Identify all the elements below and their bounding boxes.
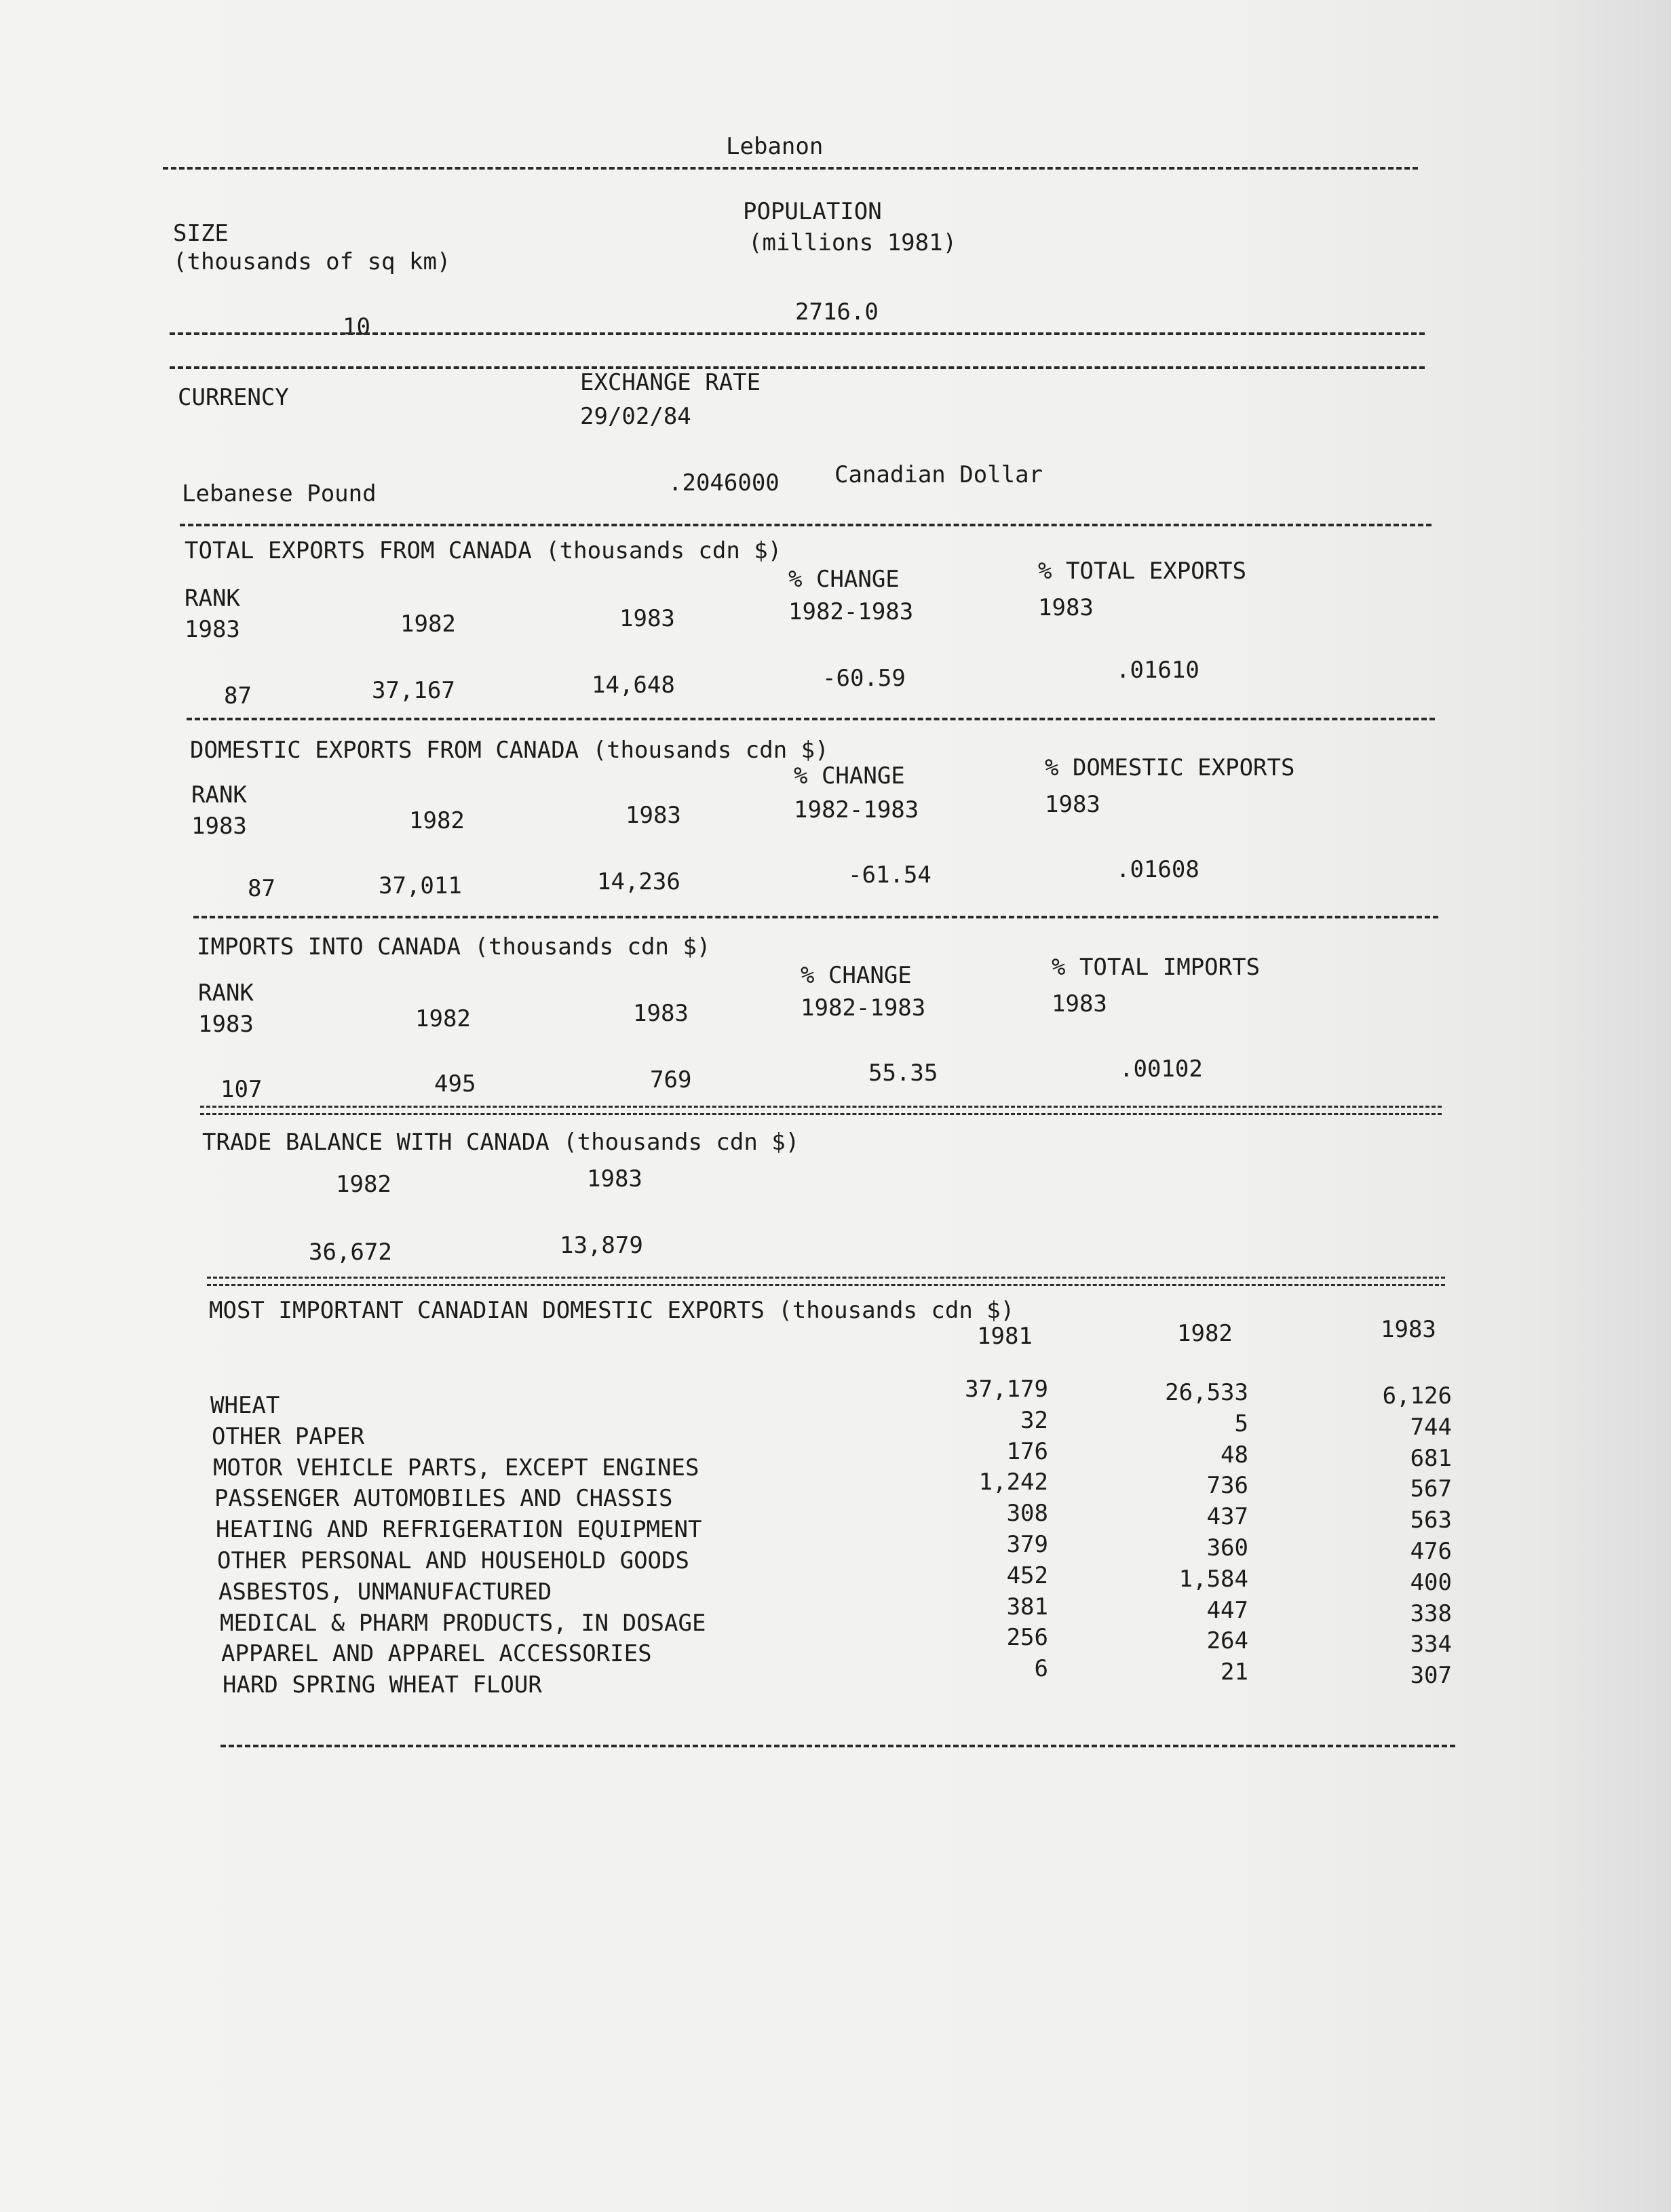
currency-label: CURRENCY <box>178 384 289 411</box>
domestic-exports-title: DOMESTIC EXPORTS FROM CANADA (thousands cdn $) <box>190 737 829 764</box>
imports-change-label: % CHANGE <box>801 962 912 989</box>
imports-share-year: 1983 <box>1052 990 1107 1017</box>
export-value-1983: 6,126 <box>1382 1382 1452 1410</box>
export-item-name: MOTOR VEHICLE PARTS, EXCEPT ENGINES <box>213 1454 699 1481</box>
domestic-top-title: MOST IMPORTANT CANADIAN DOMESTIC EXPORTS (thousands cdn $) <box>209 1297 1015 1324</box>
export-value-1982: 264 <box>1206 1627 1248 1654</box>
domestic-exports-share-year: 1983 <box>1045 791 1100 818</box>
section-divider <box>187 718 1435 720</box>
section-divider <box>200 1106 1442 1115</box>
imports-change-value: 55.35 <box>868 1060 938 1087</box>
trade-balance-title: TRADE BALANCE WITH CANADA (thousands cdn $) <box>202 1129 800 1156</box>
imports-title: IMPORTS INTO CANADA (thousands cdn $) <box>197 933 711 961</box>
export-value-1982: 1,584 <box>1178 1566 1248 1593</box>
export-item-name: HEATING AND REFRIGERATION EQUIPMENT <box>216 1516 702 1543</box>
trade-balance-col-1982: 1982 <box>336 1171 391 1198</box>
size-value: 10 <box>343 313 370 341</box>
export-value-1982: 26,533 <box>1165 1379 1248 1406</box>
export-item-name: OTHER PAPER <box>212 1423 365 1450</box>
imports-rank-label: RANK <box>198 979 254 1007</box>
export-value-1981: 37,179 <box>965 1376 1048 1403</box>
exchange-rate-value: .2046000 <box>668 469 780 497</box>
export-value-1982: 48 <box>1221 1441 1248 1469</box>
export-value-1981: 32 <box>1020 1407 1048 1434</box>
trade-balance-col-1983: 1983 <box>587 1165 642 1192</box>
export-value-1982: 437 <box>1206 1503 1248 1530</box>
export-value-1983: 400 <box>1410 1569 1452 1596</box>
section-divider <box>220 1745 1455 1747</box>
export-value-1983: 681 <box>1410 1445 1452 1472</box>
export-value-1983: 563 <box>1410 1507 1452 1534</box>
imports-share-value: .00102 <box>1119 1055 1203 1083</box>
total-exports-rank-label: RANK <box>185 585 240 612</box>
trade-balance-1982-value: 36,672 <box>309 1239 392 1266</box>
export-item-name: OTHER PERSONAL AND HOUSEHOLD GOODS <box>217 1547 689 1574</box>
export-item-name: WHEAT <box>210 1392 280 1419</box>
total-exports-1983-value: 14,648 <box>592 672 675 699</box>
domestic-exports-1982-value: 37,011 <box>379 872 462 899</box>
total-exports-rank-year: 1983 <box>185 616 240 643</box>
total-exports-title: TOTAL EXPORTS FROM CANADA (thousands cdn $) <box>185 537 782 564</box>
total-exports-share-label: % TOTAL EXPORTS <box>1038 558 1247 585</box>
population-unit-label: (millions 1981) <box>748 229 957 256</box>
export-value-1982: 21 <box>1221 1658 1248 1686</box>
domestic-exports-rank: 87 <box>248 875 275 902</box>
export-value-1982: 5 <box>1234 1410 1248 1437</box>
export-value-1981: 176 <box>1006 1438 1048 1465</box>
export-value-1981: 379 <box>1006 1531 1048 1558</box>
export-item-name: ASBESTOS, UNMANUFACTURED <box>218 1578 552 1606</box>
exchange-rate-date: 29/02/84 <box>580 403 691 430</box>
domestic-exports-change-label: % CHANGE <box>794 762 905 790</box>
export-value-1981: 6 <box>1034 1655 1048 1682</box>
total-exports-col-1982: 1982 <box>400 610 456 638</box>
imports-change-period: 1982-1983 <box>801 994 926 1022</box>
section-divider <box>170 332 1425 335</box>
exchange-rate-label: EXCHANGE RATE <box>580 369 761 396</box>
size-unit-label: (thousands of sq km) <box>173 248 451 275</box>
export-value-1983: 338 <box>1410 1600 1452 1627</box>
domestic-exports-rank-label: RANK <box>191 781 247 809</box>
total-exports-rank: 87 <box>224 682 252 710</box>
exchange-rate-unit: Canadian Dollar <box>834 461 1043 488</box>
domestic-exports-1983-value: 14,236 <box>597 868 680 895</box>
export-item-name: PASSENGER AUTOMOBILES AND CHASSIS <box>214 1485 673 1512</box>
domestic-exports-col-1982: 1982 <box>409 807 465 834</box>
domestic-exports-change-period: 1982-1983 <box>794 796 919 823</box>
total-exports-share-value: .01610 <box>1116 657 1199 684</box>
domestic-top-col-1981: 1981 <box>977 1323 1033 1350</box>
domestic-top-col-1983: 1983 <box>1381 1316 1436 1343</box>
export-value-1983: 307 <box>1410 1662 1452 1689</box>
export-value-1983: 567 <box>1410 1475 1452 1502</box>
population-value: 2716.0 <box>795 298 879 326</box>
domestic-top-col-1982: 1982 <box>1177 1320 1233 1347</box>
section-divider <box>163 167 1418 170</box>
export-value-1982: 447 <box>1206 1597 1248 1624</box>
imports-1982-value: 495 <box>434 1070 476 1098</box>
trade-balance-1983-value: 13,879 <box>560 1232 643 1259</box>
size-label: SIZE <box>173 220 229 247</box>
imports-share-label: % TOTAL IMPORTS <box>1052 954 1261 981</box>
export-value-1983: 334 <box>1410 1631 1452 1658</box>
section-divider <box>170 366 1425 369</box>
export-value-1981: 452 <box>1006 1562 1048 1589</box>
imports-col-1983: 1983 <box>633 1000 689 1027</box>
imports-rank-year: 1983 <box>198 1011 254 1038</box>
domestic-exports-change-value: -61.54 <box>848 861 931 889</box>
imports-1983-value: 769 <box>650 1066 692 1093</box>
table-row <box>0 1655 1671 1701</box>
export-value-1981: 1,242 <box>978 1469 1048 1496</box>
export-item-name: MEDICAL & PHARM PRODUCTS, IN DOSAGE <box>220 1610 706 1637</box>
export-item-name: HARD SPRING WHEAT FLOUR <box>223 1671 542 1699</box>
export-value-1982: 736 <box>1206 1472 1248 1499</box>
export-item-name: APPAREL AND APPAREL ACCESSORIES <box>221 1640 652 1667</box>
population-label: POPULATION <box>743 198 882 225</box>
currency-name: Lebanese Pound <box>182 480 377 507</box>
total-exports-change-period: 1982-1983 <box>788 598 914 625</box>
total-exports-1982-value: 37,167 <box>372 677 455 704</box>
export-value-1982: 360 <box>1206 1534 1248 1561</box>
section-divider <box>207 1277 1445 1286</box>
export-value-1983: 744 <box>1410 1414 1452 1441</box>
total-exports-change-label: % CHANGE <box>788 566 900 593</box>
country-title: Lebanon <box>726 133 824 160</box>
section-divider <box>180 524 1432 526</box>
export-value-1981: 256 <box>1006 1624 1048 1651</box>
domestic-exports-rank-year: 1983 <box>191 813 247 840</box>
export-value-1981: 381 <box>1006 1593 1048 1621</box>
total-exports-change-value: -60.59 <box>822 665 906 692</box>
section-divider <box>193 916 1438 918</box>
domestic-exports-share-label: % DOMESTIC EXPORTS <box>1045 754 1295 781</box>
imports-rank: 107 <box>220 1076 263 1103</box>
domestic-exports-col-1983: 1983 <box>626 802 681 829</box>
export-value-1983: 476 <box>1410 1538 1452 1565</box>
imports-col-1982: 1982 <box>415 1005 471 1032</box>
export-value-1981: 308 <box>1006 1500 1048 1527</box>
total-exports-share-year: 1983 <box>1038 594 1094 621</box>
domestic-exports-share-value: .01608 <box>1116 856 1199 883</box>
total-exports-col-1983: 1983 <box>619 605 675 632</box>
